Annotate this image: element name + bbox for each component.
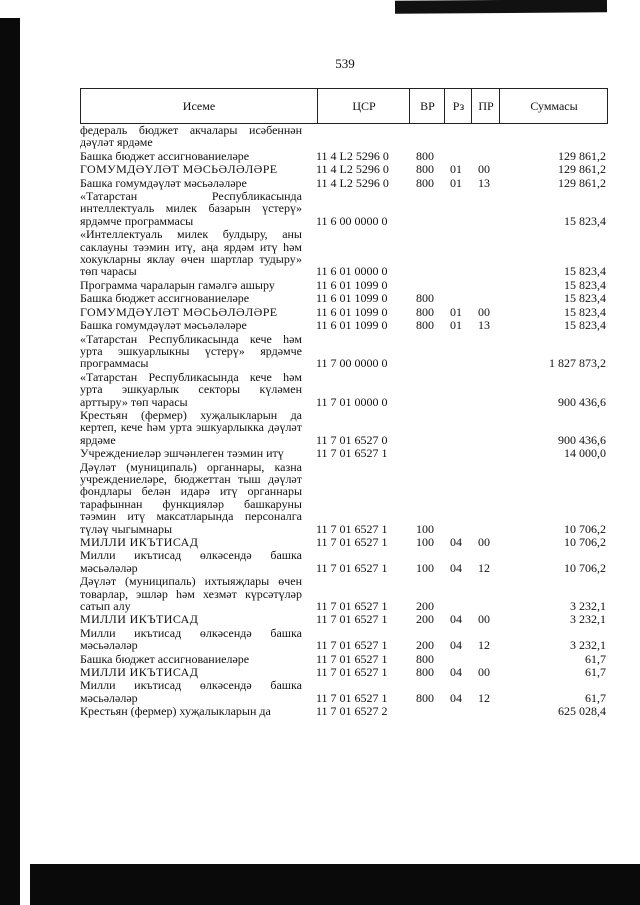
row-name: Башка бюджет ассигнованиеләре bbox=[80, 291, 250, 306]
table-row bbox=[80, 461, 608, 536]
row-csr: 11 6 00 0000 0 bbox=[316, 213, 388, 228]
row-vr: 100 bbox=[416, 535, 434, 549]
table-row bbox=[80, 653, 608, 666]
table-row bbox=[80, 333, 608, 371]
row-csr: 11 4 L2 5296 0 bbox=[316, 162, 389, 177]
row-sum: 15 823,4 bbox=[564, 304, 606, 319]
row-vr: 800 bbox=[416, 148, 434, 163]
row-name: Милли икътисад өлкәсендә башка мәсьәләләр bbox=[80, 678, 302, 705]
row-sum: 3 232,1 bbox=[570, 612, 606, 627]
row-pr: 12 bbox=[478, 638, 490, 653]
row-sum: 15 823,4 bbox=[564, 291, 606, 306]
row-name: Башка бюджет ассигнованиеләре bbox=[80, 651, 250, 666]
scan-edge-bottom bbox=[30, 864, 640, 905]
page-number: 539 bbox=[335, 56, 355, 71]
table-body bbox=[80, 124, 608, 719]
row-csr: 11 7 01 6527 0 bbox=[316, 432, 388, 447]
row-sum: 900 436,6 bbox=[558, 394, 606, 409]
row-csr: 11 7 00 0000 0 bbox=[316, 356, 388, 371]
row-pr: 00 bbox=[478, 162, 490, 177]
table-row bbox=[80, 292, 608, 305]
scan-edge-top bbox=[395, 0, 607, 14]
table-row bbox=[80, 190, 608, 228]
row-sum: 3 232,1 bbox=[570, 638, 606, 653]
row-vr: 800 bbox=[416, 690, 434, 705]
row-pr: 00 bbox=[478, 612, 490, 627]
row-vr: 200 bbox=[416, 612, 434, 627]
row-name: федераль бюджет акчалары исәбеннән дәүләт ярдәме bbox=[80, 123, 302, 150]
row-name: ГОМУМДӘҮЛӘТ МӘСЬӘЛӘЛӘРЕ bbox=[80, 162, 278, 177]
table-row bbox=[80, 409, 608, 447]
row-rz: 01 bbox=[450, 162, 462, 177]
table-row bbox=[80, 613, 608, 626]
table-row bbox=[80, 306, 608, 319]
row-csr: 11 7 01 6527 1 bbox=[316, 651, 388, 666]
row-sum: 61,7 bbox=[585, 651, 606, 666]
row-name: Программа чараларын гамәлгә ашыру bbox=[80, 277, 275, 292]
row-name: «Татарстан Республикасында интеллектуаль милек базарын үстерү» ярдәмче программасы bbox=[80, 189, 302, 228]
header-rz: Рз bbox=[444, 89, 472, 123]
row-csr: 11 7 01 6527 1 bbox=[316, 599, 388, 614]
row-vr: 800 bbox=[416, 651, 434, 666]
row-csr: 11 6 01 1099 0 bbox=[316, 304, 388, 319]
row-sum: 3 232,1 bbox=[570, 599, 606, 614]
row-vr: 800 bbox=[416, 304, 434, 319]
row-sum: 10 706,2 bbox=[564, 535, 606, 549]
row-vr: 100 bbox=[416, 521, 434, 536]
row-csr: 11 7 01 6527 1 bbox=[316, 521, 388, 536]
table-row bbox=[80, 163, 608, 176]
table-row bbox=[80, 627, 608, 653]
table-row bbox=[80, 228, 608, 279]
row-sum: 129 861,2 bbox=[558, 175, 606, 190]
row-pr: 00 bbox=[478, 304, 490, 319]
row-name: Башка гомумдәүләт мәсьәләләре bbox=[80, 318, 247, 333]
row-pr: 13 bbox=[478, 175, 490, 190]
row-pr: 12 bbox=[478, 560, 490, 575]
row-name: Милли икътисад өлкәсендә башка мәсьәләләр bbox=[80, 625, 302, 653]
row-sum: 14 000,0 bbox=[564, 446, 606, 461]
row-sum: 61,7 bbox=[585, 665, 606, 680]
row-sum: 15 823,4 bbox=[564, 213, 606, 228]
row-name: Дәүләт (муниципаль) органнары, казна учреждениеләре, бюджеттан тыш дәүләт фондлары белән идарә итү органнары тарафыннан функцияләр башкаруны тәэмин итү максатларында персоналга түләү чыгымнары bbox=[80, 459, 302, 536]
row-csr: 11 6 01 1099 0 bbox=[316, 277, 388, 292]
row-rz: 01 bbox=[450, 318, 462, 333]
row-csr: 11 4 L2 5296 0 bbox=[316, 175, 389, 190]
row-vr: 200 bbox=[416, 638, 434, 653]
row-rz: 04 bbox=[450, 690, 462, 705]
row-rz: 04 bbox=[450, 612, 462, 627]
row-name: МИЛЛИ ИКЪТИСАД bbox=[80, 535, 199, 549]
row-sum: 15 823,4 bbox=[564, 264, 606, 279]
row-csr: 11 7 01 6527 1 bbox=[316, 665, 388, 680]
table-row bbox=[80, 124, 608, 150]
row-rz: 04 bbox=[450, 665, 462, 680]
row-sum: 15 823,4 bbox=[564, 277, 606, 292]
row-csr: 11 6 01 1099 0 bbox=[316, 291, 388, 306]
row-csr: 11 7 01 6527 2 bbox=[316, 704, 388, 719]
row-name: Учреждениеләр эшчәнлеген тәэмин итү bbox=[80, 446, 284, 461]
table-row bbox=[80, 447, 608, 460]
row-csr: 11 6 01 0000 0 bbox=[316, 264, 388, 279]
table-row bbox=[80, 549, 608, 575]
row-name: «Татарстан Республикасында кече һәм урта эшкуарлыкны үстерү» ярдәмче программасы bbox=[80, 331, 302, 371]
scan-edge-left bbox=[0, 18, 20, 905]
row-pr: 00 bbox=[478, 535, 490, 549]
header-name: Исеме bbox=[182, 99, 216, 113]
header-csr: ЦСР bbox=[317, 89, 410, 123]
header-vr: ВР bbox=[409, 89, 445, 123]
table-row bbox=[80, 666, 608, 679]
row-csr: 11 7 01 6527 1 bbox=[316, 560, 388, 575]
row-name: Дәүләт (муниципаль) ихтыяҗлары өчен товарлар, эшләр һәм хезмәт күрсәтүләр сатып алу bbox=[80, 574, 302, 614]
row-name: МИЛЛИ ИКЪТИСАД bbox=[80, 665, 199, 680]
row-sum: 900 436,6 bbox=[558, 432, 606, 447]
row-sum: 129 861,2 bbox=[558, 162, 606, 177]
row-rz: 01 bbox=[450, 304, 462, 319]
row-sum: 10 706,2 bbox=[564, 521, 606, 536]
row-csr: 11 7 01 6527 1 bbox=[316, 690, 388, 705]
row-pr: 00 bbox=[478, 665, 490, 680]
row-rz: 04 bbox=[450, 560, 462, 575]
row-vr: 100 bbox=[416, 560, 434, 575]
header-pr: ПР bbox=[471, 89, 500, 123]
row-csr: 11 7 01 6527 1 bbox=[316, 446, 388, 461]
row-rz: 04 bbox=[450, 638, 462, 653]
table-header bbox=[80, 88, 608, 124]
row-vr: 800 bbox=[416, 665, 434, 680]
row-vr: 800 bbox=[416, 175, 434, 190]
table-row bbox=[80, 279, 608, 292]
table-row bbox=[80, 150, 608, 163]
row-name: ГОМУМДӘҮЛӘТ МӘСЬӘЛӘЛӘРЕ bbox=[80, 304, 278, 319]
row-vr: 200 bbox=[416, 599, 434, 614]
row-csr: 11 6 01 1099 0 bbox=[316, 318, 388, 333]
row-name: МИЛЛИ ИКЪТИСАД bbox=[80, 612, 199, 627]
row-csr: 11 4 L2 5296 0 bbox=[316, 148, 389, 163]
row-csr: 11 7 01 6527 1 bbox=[316, 535, 388, 549]
row-rz: 04 bbox=[450, 535, 462, 549]
row-csr: 11 7 01 0000 0 bbox=[316, 394, 388, 409]
row-name: Милли икътисад өлкәсендә башка мәсьәләләр bbox=[80, 548, 302, 575]
header-sum: Суммасы bbox=[499, 89, 608, 123]
row-name: Крестьян (фермер) хуҗалыкларын да кертеп, кече һәм урта эшкуарлыкка дәүләт ярдәме bbox=[80, 407, 302, 447]
row-csr: 11 7 01 6527 1 bbox=[316, 612, 388, 627]
table-row bbox=[80, 319, 608, 332]
row-sum: 61,7 bbox=[585, 690, 606, 705]
row-name: Крестьян (фермер) хуҗалыкларын да bbox=[80, 704, 271, 719]
row-rz: 01 bbox=[450, 175, 462, 190]
table-row bbox=[80, 536, 608, 549]
row-csr: 11 7 01 6527 1 bbox=[316, 638, 388, 653]
row-pr: 13 bbox=[478, 318, 490, 333]
table-row bbox=[80, 705, 608, 718]
row-sum: 129 861,2 bbox=[558, 148, 606, 163]
row-name: Башка гомумдәүләт мәсьәләләре bbox=[80, 175, 247, 190]
row-vr: 800 bbox=[416, 162, 434, 177]
table-row bbox=[80, 679, 608, 705]
table-row bbox=[80, 371, 608, 409]
row-sum: 15 823,4 bbox=[564, 318, 606, 333]
row-sum: 1 827 873,2 bbox=[549, 356, 606, 371]
row-name: Башка бюджет ассигнованиеләре bbox=[80, 148, 250, 163]
row-sum: 625 028,4 bbox=[558, 704, 606, 719]
table-row bbox=[80, 575, 608, 613]
row-vr: 800 bbox=[416, 318, 434, 333]
row-name: «Интеллектуаль милек булдыру, аны саклауны тәэмин итү, аңа ярдәм итү һәм хокукларны яклау өчен шартлар тудыру» төп чарасы bbox=[80, 227, 302, 279]
row-vr: 800 bbox=[416, 291, 434, 306]
row-sum: 10 706,2 bbox=[564, 560, 606, 575]
row-name: «Татарстан Республикасында кече һәм урта эшкуарлык секторы күләмен арттыру» төп чарасы bbox=[80, 369, 302, 409]
row-pr: 12 bbox=[478, 690, 490, 705]
table-row bbox=[80, 177, 608, 190]
